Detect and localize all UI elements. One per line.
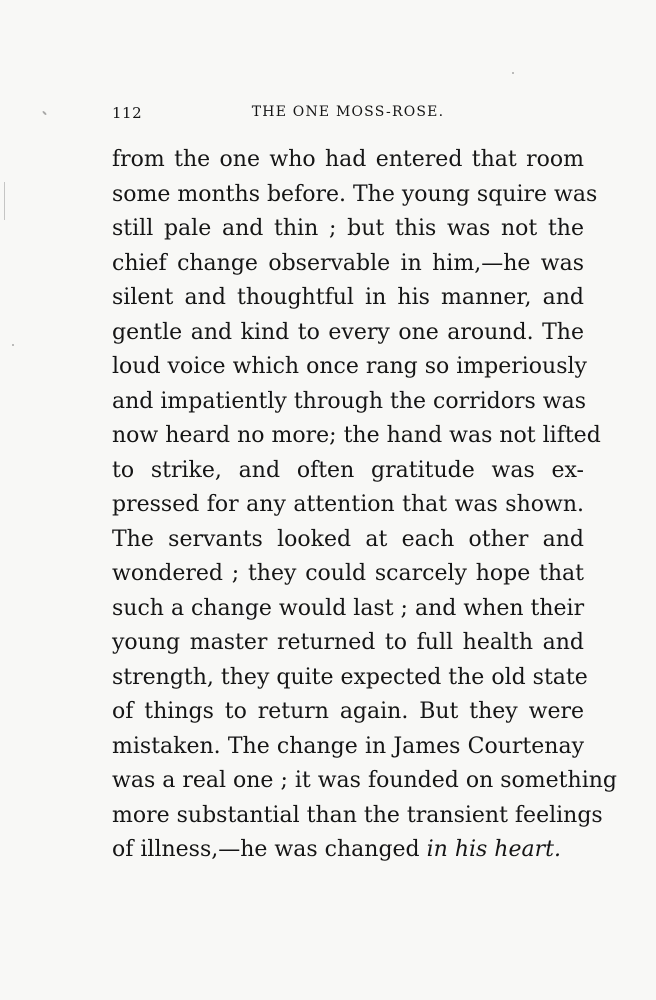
text-line: gentle and kind to every one around. The: [112, 319, 584, 345]
text-line: now heard no more; the hand was not lifted: [112, 423, 601, 448]
text-line: mistaken. The change in James Courtenay: [112, 733, 584, 759]
text-line: of things to return again. But they were: [112, 699, 584, 724]
text-line: from the one who had entered that room: [112, 147, 584, 172]
text-line: still pale and thin ; but this was not the: [112, 216, 584, 241]
paper-speck: [42, 111, 47, 116]
final-text-line: [112, 833, 584, 868]
page-number: 112: [112, 104, 143, 122]
text-line: silent and thoughtful in his manner, and: [112, 285, 584, 310]
running-title: THE ONE MOSS-ROSE.: [251, 104, 445, 120]
text-line: young master returned to full health and: [112, 630, 584, 655]
text-line: was a real one ; it was founded on something: [112, 768, 617, 793]
paper-speck: [4, 182, 5, 220]
text-line: some months before. The young squire was: [112, 181, 598, 207]
final-line-text: of illness,—he was changed: [112, 837, 427, 862]
text-line: more substantial than the transient feelings: [112, 802, 603, 828]
text-line: chief change observable in him,—he was: [112, 250, 584, 276]
italic-emphasis: in his heart.: [426, 837, 561, 862]
text-line: strength, they quite expected the old state: [112, 664, 588, 690]
paper-speck: [512, 72, 514, 74]
text-line: The servants looked at each other and: [112, 526, 584, 552]
text-line: pressed for any attention that was shown.: [112, 492, 584, 517]
text-line: and impatiently through the corridors was: [112, 388, 587, 414]
text-line: wondered ; they could scarcely hope that: [112, 561, 584, 586]
running-header: [112, 104, 584, 126]
text-line: to strike, and often gratitude was ex-: [112, 457, 584, 483]
body-text: [112, 143, 617, 868]
text-line: such a change would last ; and when their: [112, 595, 585, 621]
text-line: loud voice which once rang so imperiously: [112, 354, 587, 379]
paper-speck: [12, 344, 14, 346]
